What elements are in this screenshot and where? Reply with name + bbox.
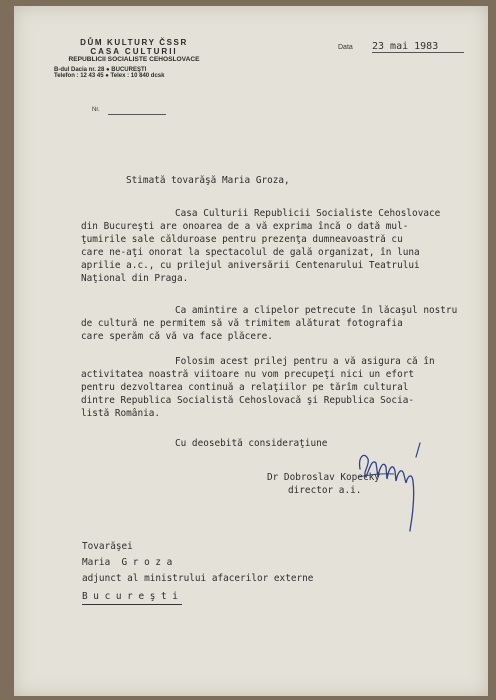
paragraph-line: pentru dezvoltarea continuă a relaţiilor pe tărîm cultural bbox=[81, 382, 409, 393]
paragraph-line: Casa Culturii Republicii Socialiste Cehoslovace bbox=[175, 208, 441, 219]
salutation: Stimată tovarăşă Maria Groza, bbox=[126, 175, 290, 186]
paragraph-line: Naţional din Praga. bbox=[81, 273, 189, 284]
date-value: 23 mai 1983 bbox=[372, 41, 464, 53]
letterhead-address: B-dul Dacia nr. 28 ● BUCUREŞTI bbox=[54, 67, 147, 73]
paragraph-line: de cultură ne permitem să vă trimitem alăturat fotografia bbox=[81, 318, 403, 329]
paragraph-line: Folosim acest prilej pentru a vă asigura că în bbox=[175, 356, 435, 367]
paragraph-line: care sperăm că vă va face plăcere. bbox=[81, 331, 273, 342]
signatory-name: Dr Dobroslav Kopecký bbox=[267, 472, 380, 483]
paragraph-line: Ca amintire a clipelor petrecute în lăcaşul nostru bbox=[175, 305, 458, 316]
recipient-salutation: Tovarăşei bbox=[82, 541, 133, 552]
date-label: Data bbox=[338, 44, 353, 51]
recipient-name: Maria G r o z a bbox=[82, 557, 173, 568]
recipient-position: adjunct al ministrului afacerilor externe bbox=[82, 573, 314, 584]
paragraph-line: aprilie a.c., cu prilejul aniversării Centenarului Teatrului bbox=[81, 260, 420, 271]
paragraph-line: din Bucureşti are onoarea de a vă exprima încă o dată mul- bbox=[81, 221, 409, 232]
closing-formula: Cu deosebită consideraţiune bbox=[175, 438, 328, 449]
paragraph-line: dintre Republica Socialistă Cehoslovacă şi Republica Socia- bbox=[81, 395, 415, 406]
signatory-title: director a.i. bbox=[288, 485, 362, 496]
reference-number-label: Nr. bbox=[92, 107, 100, 113]
handwritten-signature bbox=[354, 437, 428, 537]
recipient-city: B u c u r e ş t i bbox=[82, 591, 178, 602]
letterhead-phone: Telefon : 12 43 45 ● Telex : 10 840 dcsk bbox=[54, 73, 165, 79]
letterhead-institution-czech: DŮM KULTURY ČSSR bbox=[80, 38, 188, 47]
recipient-city-underline bbox=[82, 604, 182, 605]
letterhead bbox=[54, 38, 214, 79]
reference-number-line bbox=[108, 114, 166, 115]
letterhead-institution-romanian: CASA CULTURII bbox=[90, 47, 178, 56]
paragraph-line: listă România. bbox=[81, 408, 161, 419]
letterhead-country: REPUBLICII SOCIALISTE CEHOSLOVACE bbox=[68, 56, 200, 63]
paragraph-line: activitatea noastră viitoare nu vom precupeţi nici un efort bbox=[81, 369, 415, 380]
paragraph-line: ţumirile sale călduroase pentru prezenţa dumneavoastră cu bbox=[81, 234, 403, 245]
paragraph-line: care ne-aţi onorat la spectacolul de gală organizat, în luna bbox=[81, 247, 420, 258]
